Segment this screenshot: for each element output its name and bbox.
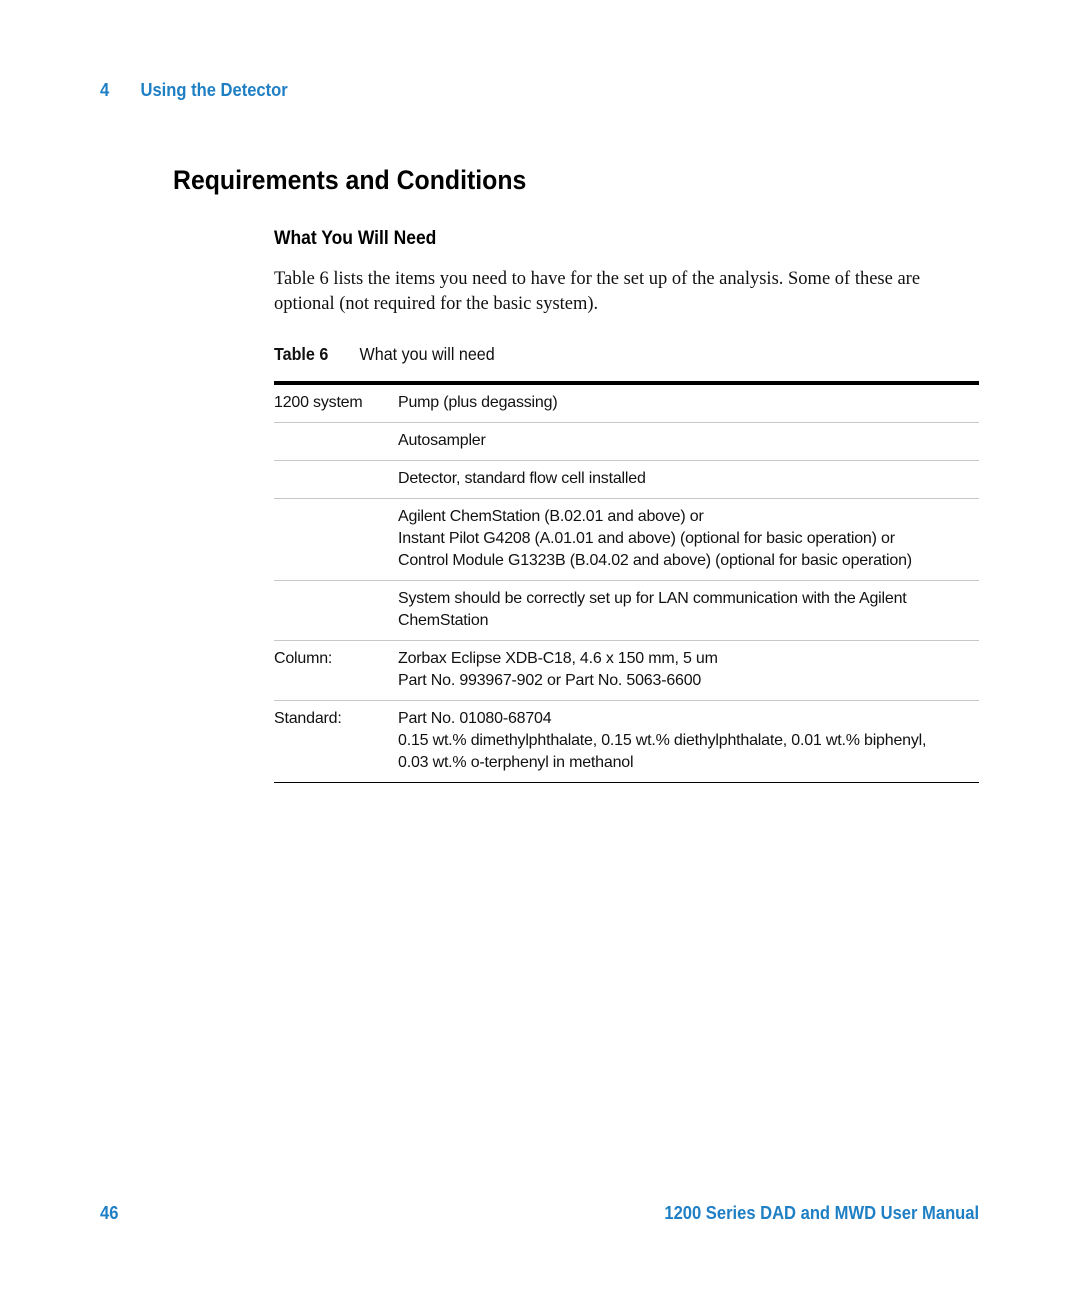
row-label: 1200 system xyxy=(274,394,363,411)
table-caption-text: What you will need xyxy=(359,344,495,364)
row-label: Column: xyxy=(274,650,333,667)
row-description xyxy=(398,392,979,414)
description-line: Pump (plus degassing) xyxy=(398,394,558,411)
table-row xyxy=(274,701,979,782)
description-line: Zorbax Eclipse XDB-C18, 4.6 x 150 mm, 5 um xyxy=(398,650,718,667)
description-line: Detector, standard flow cell installed xyxy=(398,470,646,487)
row-description xyxy=(398,588,979,632)
table-row xyxy=(274,423,979,461)
section-title: Requirements and Conditions xyxy=(173,165,527,195)
row-label xyxy=(274,430,398,452)
description-line: 0.03 wt.% o-terphenyl in methanol xyxy=(398,754,634,771)
table-row xyxy=(274,499,979,581)
row-label: Standard: xyxy=(274,710,342,727)
row-description xyxy=(398,506,979,572)
description-line: 0.15 wt.% dimethylphthalate, 0.15 wt.% diethylphthalate, 0.01 wt.% biphenyl, xyxy=(398,732,927,749)
row-label xyxy=(274,506,398,572)
description-line: Agilent ChemStation (B.02.01 and above) or xyxy=(398,508,704,525)
intro-paragraph: Table 6 lists the items you need to have for the set up of the analysis. Some of these are optional (not required for the basic system). xyxy=(274,269,921,314)
chapter-number: 4 xyxy=(100,80,110,100)
table-caption xyxy=(274,344,495,365)
running-header xyxy=(100,80,288,106)
description-line: Instant Pilot G4208 (A.01.01 and above) (optional for basic operation) or xyxy=(398,530,895,547)
table-row xyxy=(274,385,979,423)
row-description xyxy=(398,708,979,774)
table-caption-label: Table 6 xyxy=(274,344,329,364)
row-label xyxy=(274,588,398,632)
table-row xyxy=(274,641,979,701)
description-line: Part No. 01080-68704 xyxy=(398,710,552,727)
description-line: ChemStation xyxy=(398,612,489,629)
row-description xyxy=(398,468,979,490)
table-row xyxy=(274,461,979,499)
manual-title: 1200 Series DAD and MWD User Manual xyxy=(664,1203,979,1223)
row-description xyxy=(398,648,979,692)
table-row xyxy=(274,581,979,641)
description-line: System should be correctly set up for LAN communication with the Agilent xyxy=(398,590,907,607)
page-number: 46 xyxy=(100,1203,119,1223)
description-line: Control Module G1323B (B.04.02 and above) (optional for basic operation) xyxy=(398,552,912,569)
row-label xyxy=(274,468,398,490)
description-line: Autosampler xyxy=(398,432,486,449)
description-line: Part No. 993967-902 or Part No. 5063-6600 xyxy=(398,672,702,689)
subsection-title: What You Will Need xyxy=(274,228,437,249)
row-description xyxy=(398,430,979,452)
requirements-table xyxy=(274,381,979,783)
chapter-title: Using the Detector xyxy=(140,80,288,100)
